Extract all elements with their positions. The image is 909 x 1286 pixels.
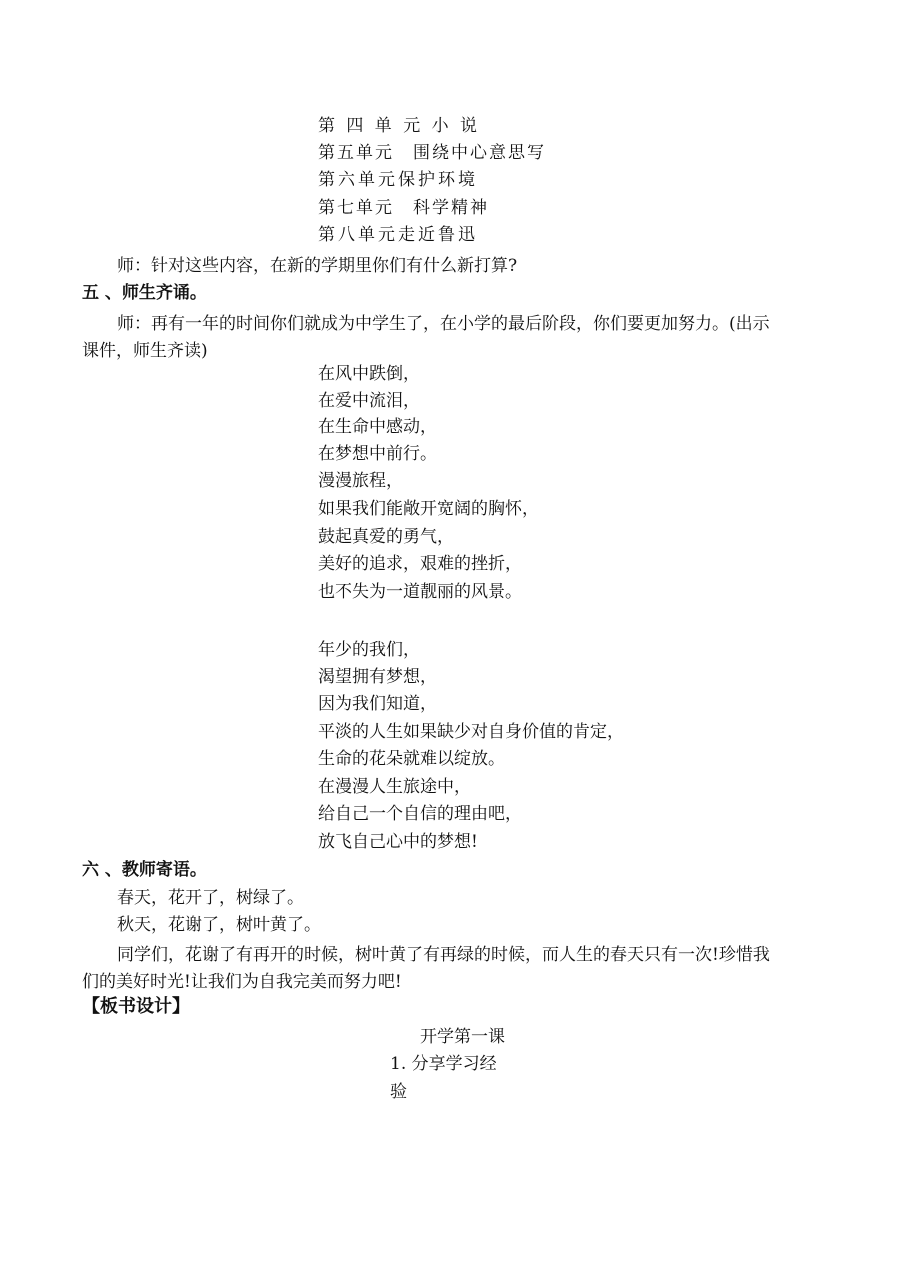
poem-line: 如果我们能敞开宽阔的胸怀， [318,499,539,519]
poem-line: 放飞自己心中的梦想! [318,832,478,852]
poem-line: 在生命中感动， [318,417,437,437]
poem-line: 在风中跌倒， [318,364,420,384]
poem-line: 美好的追求，艰难的挫折， [318,554,522,574]
poem-line: 鼓起真爱的勇气， [318,527,454,547]
teacher-paragraph-line: 师：再有一年的时间你们就成为中学生了，在小学的最后阶段，你们要更加努力。(出示 [117,314,770,334]
unit-item: 第七单元 科学精神 [318,198,489,218]
poem-line: 在梦想中前行。 [318,444,437,464]
unit-item: 第六单元保护环境 [318,170,478,190]
board-item-line: 验 [390,1082,407,1102]
poem-line: 在爱中流泪， [318,391,420,411]
poem-line: 生命的花朵就难以绽放。 [318,749,505,769]
teacher-paragraph-line: 课件，师生齐读) [82,341,208,361]
closing-paragraph-line: 同学们，花谢了有再开的时候，树叶黄了有再绿的时候，而人生的春天只有一次!珍惜我 [117,945,770,965]
section-heading-6: 六 、教师寄语。 [82,860,207,880]
autumn-line: 秋天，花谢了，树叶黄了。 [117,915,321,935]
spring-line: 春天，花开了，树绿了。 [117,888,304,908]
poem-line: 因为我们知道， [318,694,437,714]
poem-line: 漫漫旅程， [318,471,403,491]
teacher-question: 师：针对这些内容，在新的学期里你们有什么新打算? [117,256,518,276]
unit-item: 第五单元 围绕中心意思写 [318,143,546,163]
unit-item: 第八单元走近鲁迅 [318,225,478,245]
board-design-heading: 【板书设计】 [82,996,190,1017]
poem-line: 年少的我们， [318,640,420,660]
poem-line: 在漫漫人生旅途中， [318,777,471,797]
board-item-line: 1. 分享学习经 [390,1054,497,1074]
closing-paragraph-line: 们的美好时光!让我们为自我完美而努力吧! [82,972,402,992]
poem-line: 渴望拥有梦想， [318,667,437,687]
poem-line: 给自己一个自信的理由吧， [318,804,522,824]
board-title: 开学第一课 [420,1027,505,1047]
section-heading-5: 五 、师生齐诵。 [82,283,207,303]
poem-line: 平淡的人生如果缺少对自身价值的肯定， [318,722,624,742]
poem-line: 也不失为一道靓丽的风景。 [318,582,522,602]
unit-item: 第 四 单 元 小 说 [318,116,481,136]
